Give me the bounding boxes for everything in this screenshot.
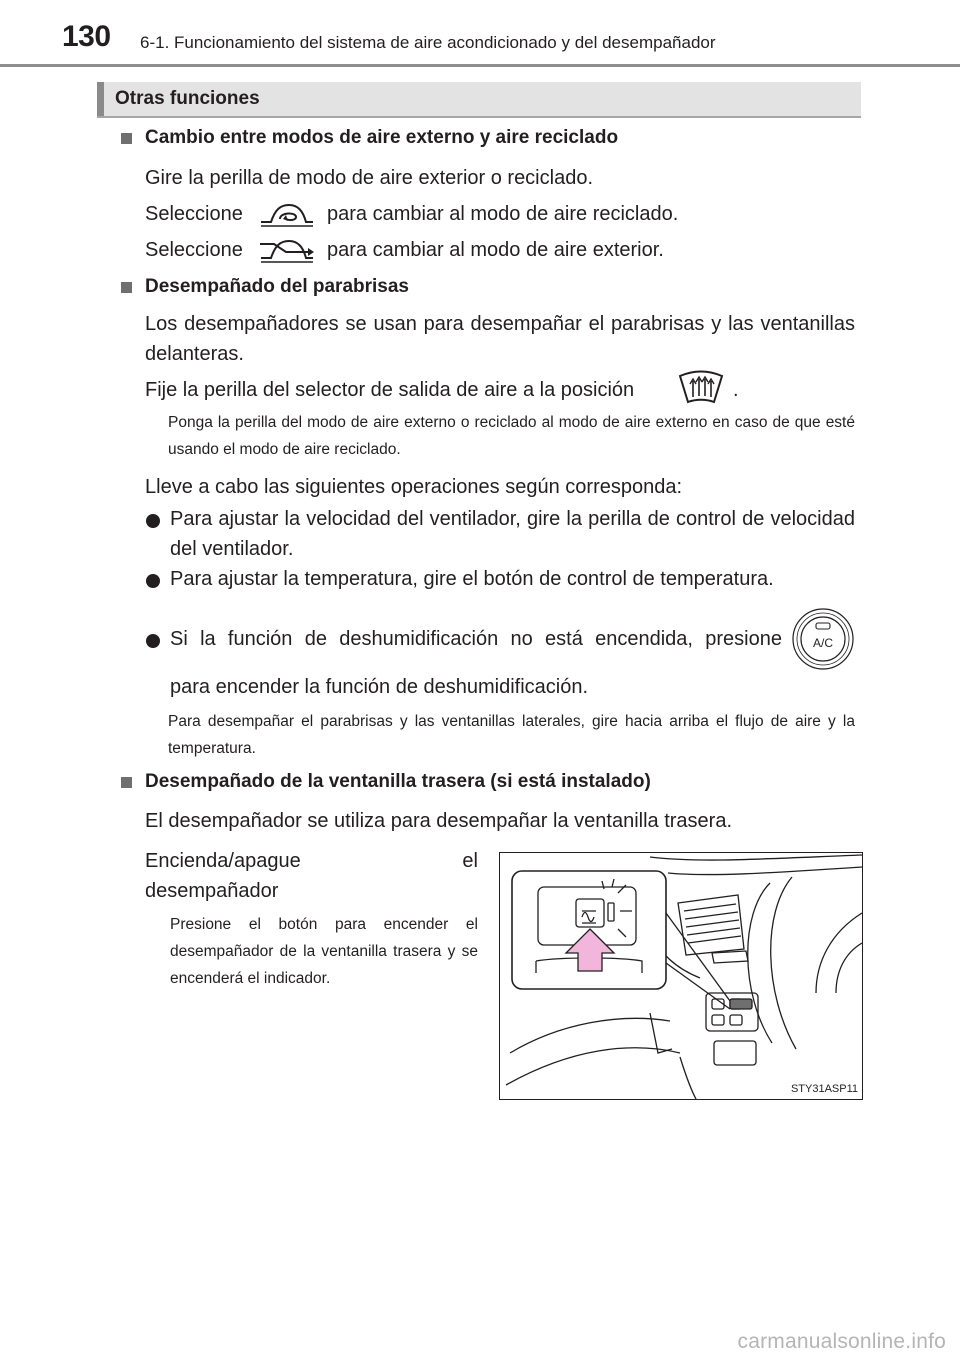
windshield-defroster-icon xyxy=(676,368,726,408)
square-bullet-icon xyxy=(121,777,132,788)
chapter-title: 6-1. Funcionamiento del sistema de aire acondicionado y del desempañador xyxy=(140,33,716,52)
round-bullet-icon xyxy=(146,634,160,648)
square-bullet-icon xyxy=(121,282,132,293)
text-line: El desempañador se utiliza para desempañar la ventanilla trasera. xyxy=(145,810,733,832)
ac-label: A/C xyxy=(812,636,833,650)
text-fix: Fije la perilla del selector de salida de aire a la posición xyxy=(145,379,635,401)
dashboard-illustration xyxy=(500,853,862,1099)
figure-code: STY31ASP11 xyxy=(790,1083,858,1095)
ac-button-icon xyxy=(791,607,855,671)
recirculated-air-icon xyxy=(258,199,316,229)
header-divider xyxy=(0,64,960,67)
square-bullet-icon xyxy=(121,133,132,144)
bullet-dehumidify: Si la función de deshumidificación no está encendida, presione xyxy=(170,628,782,650)
heading-air-mode: Cambio entre modos de aire externo y aire reciclado xyxy=(145,127,619,148)
bullet-fan-speed: Para ajustar la velocidad del ventilador, gire la perilla de control de velocidad del ventilador. xyxy=(170,508,855,560)
bullet-temperature: Para ajustar la temperatura, gire el botón de control de temperatura. xyxy=(170,568,774,590)
caption-line-1: Encienda/apague el xyxy=(145,850,478,872)
round-bullet-icon xyxy=(146,514,160,528)
note-text: Para desempañar el parabrisas y las ventanillas laterales, gire hacia arriba el flujo de aire y la temperatura. xyxy=(168,713,855,757)
dashboard-figure xyxy=(499,852,863,1100)
section-header xyxy=(97,82,861,118)
heading-windshield-defog: Desempañado del parabrisas xyxy=(145,276,409,297)
outside-air-icon xyxy=(258,234,316,266)
section-title: Otras funciones xyxy=(115,88,260,109)
page-number: 130 xyxy=(62,20,111,53)
text-line: Gire la perilla de modo de aire exterior o reciclado. xyxy=(145,167,593,189)
section-accent xyxy=(97,82,104,116)
text-select-a: Seleccione xyxy=(145,203,243,225)
bullet-dehumidify-cont: para encender la función de deshumidificación. xyxy=(170,676,589,698)
text-select-b-post: para cambiar al modo de aire exterior. xyxy=(327,239,664,261)
round-bullet-icon xyxy=(146,574,160,588)
text-lead: Lleve a cabo las siguientes operaciones según corresponda: xyxy=(145,476,683,498)
caption-note: Presione el botón para encender el desempañador de la ventanilla trasera y se encenderá el indicador. xyxy=(170,916,478,987)
text-select-a-post: para cambiar al modo de aire reciclado. xyxy=(327,203,679,225)
text-paragraph: Los desempañadores se usan para desempañar el parabrisas y las ventanillas delanteras. xyxy=(145,313,855,365)
watermark: carmanualsonline.info xyxy=(737,1330,946,1353)
note-text: Ponga la perilla del modo de aire externo o reciclado al modo de aire externo en caso de que esté usando el modo de aire reciclado. xyxy=(168,414,855,458)
caption-line-2: desempañador xyxy=(145,880,279,902)
heading-rear-defog: Desempañado de la ventanilla trasera (si está instalado) xyxy=(145,771,651,792)
text-select-b: Seleccione xyxy=(145,239,243,261)
text-period: . xyxy=(733,379,739,401)
